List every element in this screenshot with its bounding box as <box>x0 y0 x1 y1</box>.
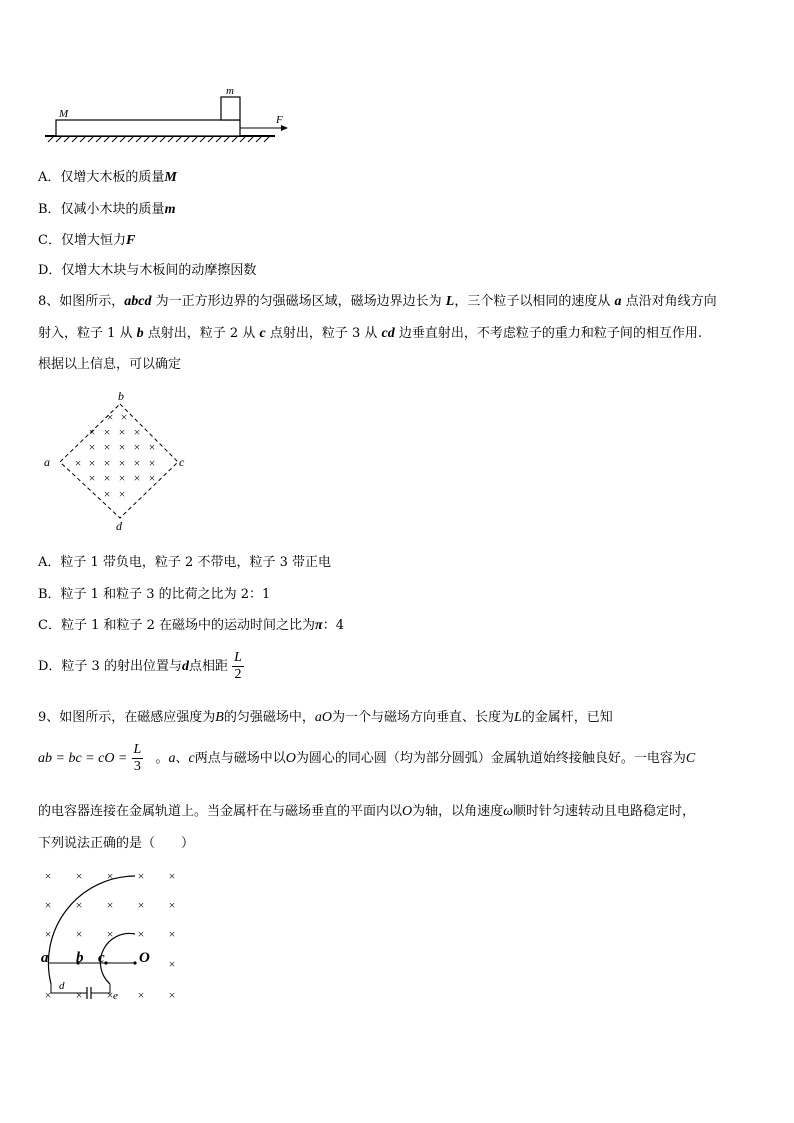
field-cross: × <box>168 988 176 1002</box>
label-c: c <box>179 455 185 469</box>
q9-symbol: B <box>215 710 224 725</box>
field-cross: × <box>137 927 145 941</box>
q7-option-a <box>38 166 177 186</box>
field-cross: × <box>168 869 176 883</box>
q9-text: 的电容器连接在金属轨道上。当金属杆在与磁场垂直的平面内以 <box>38 804 403 819</box>
field-cross: × <box>103 425 111 439</box>
q9-text: 9、如图所示，在磁感应强度为 <box>38 710 216 725</box>
field-cross: × <box>88 456 96 470</box>
label-a: a <box>44 455 50 469</box>
label-d: d <box>59 980 65 992</box>
q9-text: 、 <box>175 751 189 766</box>
q9-stem-line-2 <box>38 742 695 775</box>
label-e: e <box>113 990 118 1002</box>
q9-text: 的金属杆，已知 <box>521 710 613 725</box>
q8-symbol: b <box>136 326 144 341</box>
q8-option-a: A．粒子 1 带负电，粒子 2 不带电，粒子 3 带正电 <box>38 555 331 570</box>
field-cross: × <box>133 425 141 439</box>
pi-symbol: π <box>315 618 323 633</box>
q8-symbol: a <box>614 294 622 309</box>
field-cross: × <box>148 471 156 485</box>
q9-text: 两点与磁场中以 <box>194 751 286 766</box>
field-cross: × <box>120 410 128 424</box>
field-cross: × <box>137 988 145 1002</box>
q9-symbol: O <box>402 804 413 819</box>
field-crosses <box>75 410 156 501</box>
q9-stem-line-1 <box>38 706 613 726</box>
field-cross: × <box>118 440 126 454</box>
q8-stem-line-3: 根据以上信息，可以确定 <box>38 357 182 372</box>
field-cross: × <box>148 456 156 470</box>
q9-symbol: ω <box>503 804 514 819</box>
field-cross: × <box>106 410 114 424</box>
field-cross: × <box>133 471 141 485</box>
q8-symbol: L <box>445 294 455 309</box>
q8-option-b: B．粒子 1 和粒子 3 的比荷之比为 2：1 <box>38 587 271 602</box>
field-cross: × <box>118 487 126 501</box>
board <box>56 120 240 136</box>
field-cross: × <box>168 927 176 941</box>
q7-option-a-text: A．仅增大木板的质量 <box>38 170 165 185</box>
field-cross: × <box>103 456 111 470</box>
q9-text: 。 <box>155 751 169 766</box>
q8-option-d-text: 点相距 <box>188 659 228 674</box>
field-cross: × <box>168 898 176 912</box>
label-F: F <box>276 114 283 126</box>
field-cross: × <box>148 440 156 454</box>
field-cross: × <box>106 898 114 912</box>
q8-text: 点射出，粒子 3 从 <box>265 326 382 341</box>
q7-option-b-symbol: m <box>164 202 176 217</box>
field-cross: × <box>44 898 52 912</box>
q9-text: 为轴，以角速度 <box>412 804 504 819</box>
field-cross: × <box>137 898 145 912</box>
q8-text: 射入，粒子 1 从 <box>38 326 137 341</box>
rotating-rod-figure <box>38 866 198 1012</box>
q8-text: 8、如图所示， <box>38 294 125 309</box>
q9-text: 顺时针匀速转动且电路稳定时， <box>513 804 696 819</box>
label-b: b <box>76 950 84 966</box>
inner-arc <box>100 933 135 984</box>
q9-text: 的匀强磁场中， <box>223 710 315 725</box>
q7-option-c-symbol: F <box>125 233 136 248</box>
q8-text: 点射出，粒子 2 从 <box>143 326 260 341</box>
q9-stem-line-3 <box>38 800 695 820</box>
q8-text: 为一正方形边界的匀强磁场区域，磁场边界边长为 <box>151 294 446 309</box>
fraction-l-over-3: $\frac{L}{3}$ <box>133 742 142 774</box>
label-O: O <box>139 950 150 966</box>
square-field-figure <box>38 388 198 534</box>
q9-symbol: aO <box>314 710 332 725</box>
block <box>221 97 240 120</box>
q9-symbol: a <box>168 751 176 766</box>
label-c: c <box>98 950 105 966</box>
q8-symbol: cd <box>381 326 395 341</box>
q8-stem-line-1 <box>38 290 717 310</box>
field-cross: × <box>137 869 145 883</box>
field-cross: × <box>118 471 126 485</box>
q7-option-a-symbol: M <box>164 170 177 185</box>
q7-option-b-text: B．仅减小木块的质量 <box>38 202 165 217</box>
q9-symbol: L <box>514 710 522 725</box>
outer-arc <box>48 876 135 984</box>
q7-option-b <box>38 198 175 218</box>
q7-option-d: D．仅增大木块与木板间的动摩擦因数 <box>38 263 257 278</box>
q9-symbol: C <box>685 751 696 766</box>
label-a: a <box>41 950 49 966</box>
q8-option-c-text: ：4 <box>322 618 344 633</box>
q7-option-c-text: C．仅增大恒力 <box>38 233 126 248</box>
q9-symbol: c <box>188 751 195 766</box>
field-cross: × <box>44 988 52 1002</box>
label-d: d <box>116 519 122 533</box>
q8-stem-line-2 <box>38 322 702 342</box>
label-b: b <box>118 389 124 403</box>
field-cross: × <box>118 456 126 470</box>
q8-text: 点沿对角线方向 <box>621 294 717 309</box>
q9-equation: ab = bc = cO = <box>38 751 128 766</box>
label-m: m <box>226 85 234 97</box>
q9-stem-line-4: 下列说法正确的是（ ） <box>38 836 195 851</box>
q8-option-c-text: C．粒子 1 和粒子 2 在磁场中的运动时间之比为 <box>38 618 316 633</box>
q9-text: 为圆心的同心圆（均为部分圆弧）金属轨道始终接触良好。一电容为 <box>295 751 686 766</box>
field-cross: × <box>44 869 52 883</box>
field-cross: × <box>106 927 114 941</box>
field-cross: × <box>103 440 111 454</box>
field-cross: × <box>75 988 83 1002</box>
field-cross: × <box>88 425 96 439</box>
field-cross: × <box>88 471 96 485</box>
board-block-figure <box>40 84 290 146</box>
q8-symbol: abcd <box>124 294 152 309</box>
field-cross: × <box>75 927 83 941</box>
field-cross: × <box>74 456 82 470</box>
q9-text: 为一个与磁场方向垂直、长度为 <box>331 710 514 725</box>
field-cross: × <box>118 425 126 439</box>
field-cross: × <box>75 869 83 883</box>
q7-option-c <box>38 229 135 249</box>
field-cross: × <box>106 988 114 1002</box>
field-cross: × <box>75 898 83 912</box>
q9-symbol: O <box>285 751 296 766</box>
field-cross: × <box>103 487 111 501</box>
fraction-l-over-2: $\frac{L}{2}$ <box>234 650 242 682</box>
q8-option-d-symbol: d <box>181 659 189 674</box>
field-cross: × <box>106 869 114 883</box>
field-cross: × <box>88 440 96 454</box>
q8-option-d <box>38 650 244 683</box>
field-cross: × <box>168 957 176 971</box>
field-cross: × <box>133 456 141 470</box>
field-cross: × <box>103 471 111 485</box>
q8-text: 边垂直射出，不考虑粒子的重力和粒子间的相互作用. <box>394 326 702 341</box>
q8-symbol: c <box>259 326 266 341</box>
field-cross: × <box>133 440 141 454</box>
q8-option-c <box>38 614 344 634</box>
q8-option-d-text: D．粒子 3 的射出位置与 <box>38 659 182 674</box>
q8-text: ，三个粒子以相同的速度从 <box>454 294 615 309</box>
label-M: M <box>59 108 69 120</box>
field-cross: × <box>44 927 52 941</box>
